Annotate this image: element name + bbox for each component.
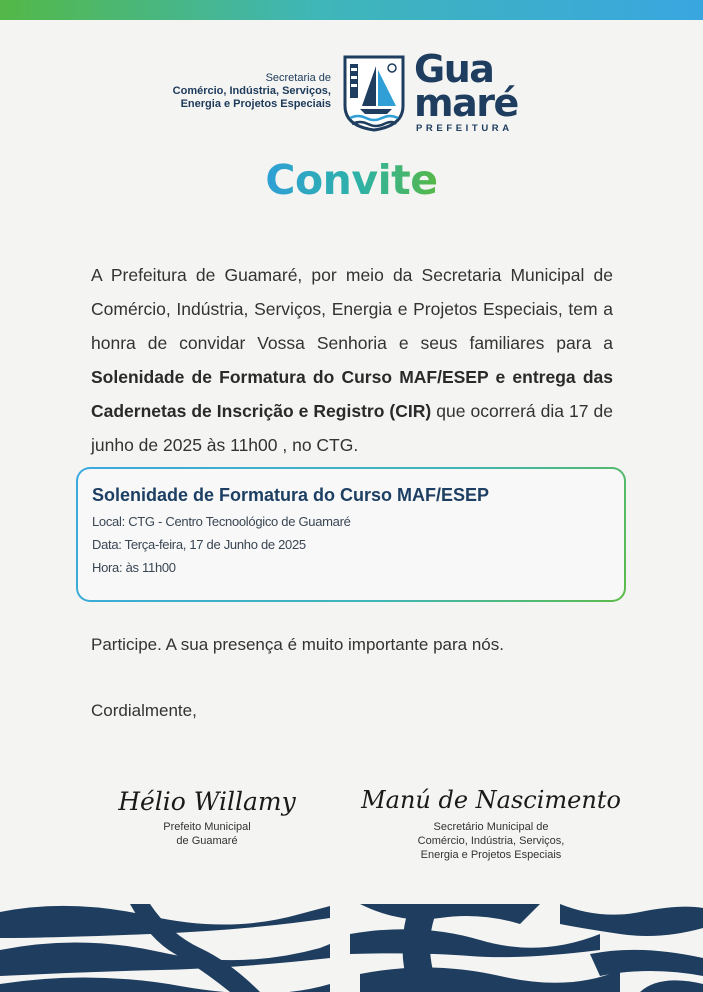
closing-text: Participe. A sua presença é muito importante para nós. <box>91 635 504 654</box>
signature-name: Hélio Willamy <box>118 787 296 816</box>
signature-image <box>346 780 636 820</box>
event-details-card <box>76 467 626 602</box>
brand-logo: Gua maré PREFEITURA <box>414 47 518 134</box>
event-title: Solenidade de Formatura do Curso MAF/ESEP <box>92 485 490 505</box>
top-gradient-bar <box>0 0 703 20</box>
signature-prefeito: Hélio Willamy Prefeito Municipal de Guamaré <box>102 780 312 848</box>
event-local: Local: CTG - Centro Tecnoológico de Guamaré <box>92 514 351 529</box>
page-title: Convite <box>265 156 438 204</box>
wave-pattern-footer <box>0 904 703 992</box>
event-date: Data: Terça-feira, 17 de Junho de 2025 <box>92 537 306 552</box>
event-time: Hora: às 11h00 <box>92 560 176 575</box>
signature-name: Manú de Nascimento <box>361 786 621 814</box>
header <box>0 47 703 136</box>
invitation-text: A Prefeitura de Guamaré, por meio da Secretaria Municipal de Comércio, Indústria, Serviços, Energia e Projetos Especiais, tem a honra de convidar Vossa Senhoria e seus familiares para a Solenidade de Formatura do Curso MAF/ESEP e entrega das Cadernetas de Inscrição e Registro (CIR) que ocorrerá dia 17 de junho de 2025 às 11h00 , no CTG. <box>91 265 613 455</box>
regards-text: Cordialmente, <box>91 701 197 720</box>
signature-image <box>102 780 312 820</box>
secretaria-name: Secretaria de Comércio, Indústria, Serviços, Energia e Projetos Especiais <box>172 72 331 110</box>
event-name-bold: Solenidade de Formatura do Curso MAF/ESEP e entrega das Cadernetas de Inscrição e Registro (CIR) <box>91 367 613 421</box>
signature-secretario: Manú de Nascimento Secretário Municipal de Comércio, Indústria, Serviços, Energia e Projetos Especiais <box>346 780 636 862</box>
guamare-crest-icon <box>342 54 406 132</box>
